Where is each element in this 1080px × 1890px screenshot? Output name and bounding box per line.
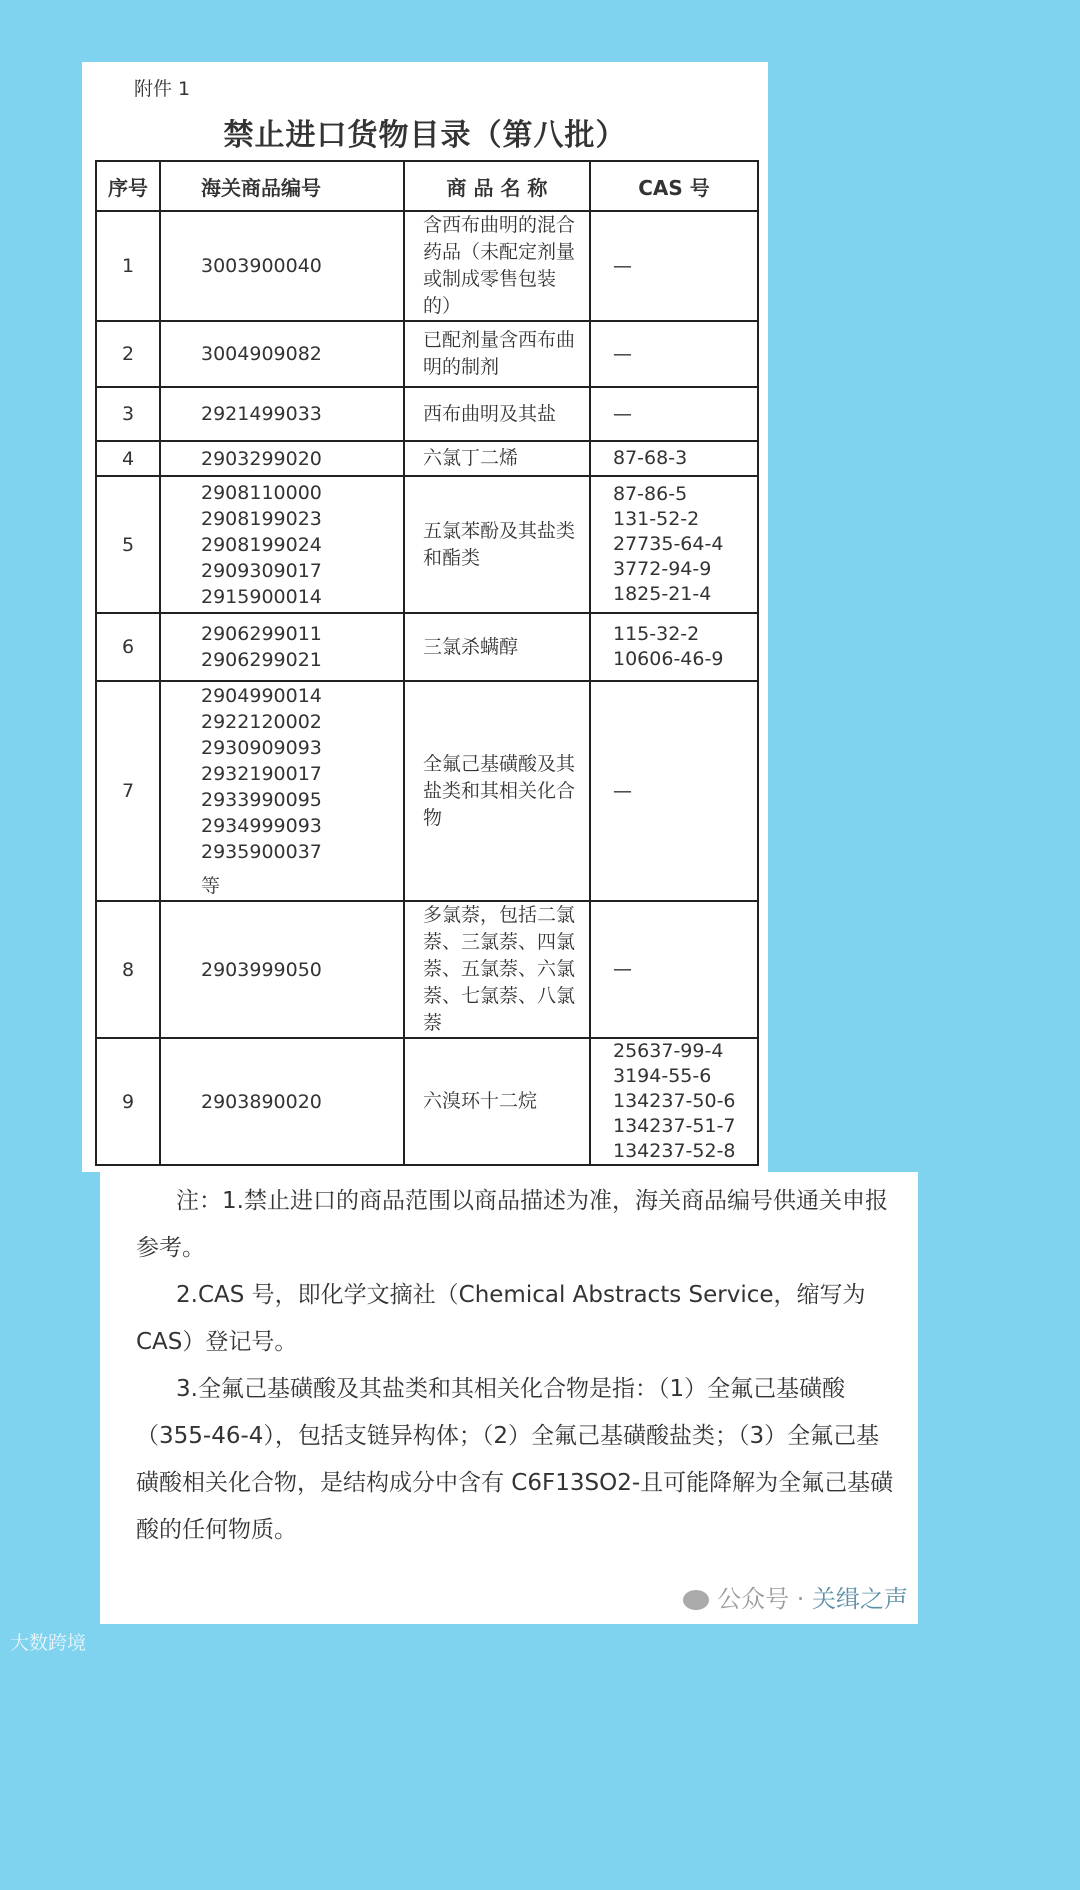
hs-codes	[160, 681, 404, 901]
goods-name	[404, 1038, 590, 1165]
goods-name	[404, 387, 590, 441]
cas-number: 134237-51-7	[613, 1115, 736, 1137]
cas-number: 134237-52-8	[613, 1140, 736, 1162]
hs-code: 3003900040	[201, 255, 322, 277]
hs-code: 2903890020	[201, 1090, 322, 1113]
table-row	[96, 1038, 758, 1165]
hs-codes	[160, 476, 404, 613]
hs-code: 2906299021	[201, 649, 322, 671]
hs-code: 2906299011	[201, 623, 322, 645]
hs-code: 2909309017	[201, 559, 322, 582]
row-number	[96, 211, 160, 321]
cas-number: —	[613, 958, 632, 980]
cas-number: 27735-64-4	[613, 533, 724, 555]
table-row	[96, 476, 758, 613]
hs-code: 3004909082	[201, 343, 322, 365]
table-row	[96, 321, 758, 387]
goods-name-text: 六溴环十二烷	[423, 1090, 538, 1112]
hs-code: 2908199024	[201, 533, 322, 556]
row-number-text: 5	[121, 533, 135, 556]
cas-numbers	[590, 476, 758, 613]
hs-code: 2908199023	[201, 507, 322, 530]
cas-number: 131-52-2	[613, 508, 700, 530]
header-cas: CAS 号	[590, 161, 758, 211]
note-3: 3.全氟己基磺酸及其盐类和其相关化合物是指：（1）全氟己基磺酸（355-46-4），包括支链异构体；（2）全氟己基磺酸盐类；（3）全氟己基磺酸相关化合物，是结构成分中含有 C6F13SO2-且可能降解为全氟己基磺酸的任何物质。	[136, 1376, 894, 1543]
cas-number: —	[613, 254, 632, 277]
table-row	[96, 613, 758, 681]
cas-number: 3194-55-6	[613, 1065, 712, 1087]
cas-numbers	[590, 901, 758, 1038]
hs-code: 2903999050	[201, 958, 322, 981]
header-name: 商 品 名 称	[404, 161, 590, 211]
cas-number: 87-86-5	[613, 483, 688, 505]
hs-code: 2922120002	[201, 711, 322, 733]
hs-code: 2930909093	[201, 737, 322, 759]
cas-number: 134237-50-6	[613, 1090, 736, 1112]
cas-numbers	[590, 1038, 758, 1165]
row-number	[96, 476, 160, 613]
page-title: 禁止进口货物目录（第八批）	[223, 118, 627, 153]
row-number-text: 3	[121, 403, 135, 425]
row-number-text: 4	[121, 447, 135, 470]
goods-name-text: 三氯杀螨醇	[423, 635, 519, 658]
hs-codes	[160, 1038, 404, 1165]
watermark-left: 大数跨境	[10, 1632, 87, 1654]
notes-section	[100, 1172, 918, 1624]
goods-name	[404, 901, 590, 1038]
row-number-text: 8	[121, 958, 135, 981]
table-row	[96, 901, 758, 1038]
document-page	[82, 62, 768, 1172]
hs-code: 2915900014	[201, 585, 322, 608]
cas-numbers	[590, 681, 758, 901]
goods-name-text: 五氯苯酚及其盐类和酯类	[423, 519, 576, 569]
table-row	[96, 387, 758, 441]
table-row	[96, 681, 758, 901]
row-number-text: 2	[121, 343, 135, 365]
goods-name	[404, 441, 590, 476]
cas-number: 25637-99-4	[613, 1040, 724, 1062]
goods-name	[404, 321, 590, 387]
cas-number: 10606-46-9	[613, 648, 724, 670]
row-number	[96, 681, 160, 901]
hs-code: 2935900037	[201, 841, 322, 863]
cas-number: 87-68-3	[613, 447, 688, 469]
row-number	[96, 387, 160, 441]
header-no: 序号	[96, 161, 160, 211]
goods-name	[404, 681, 590, 901]
row-number-text: 7	[121, 780, 135, 802]
attachment-label: 附件 1	[134, 78, 191, 100]
goods-name-text: 全氟己基磺酸及其盐类和其相关化合物	[423, 752, 576, 829]
row-number	[96, 613, 160, 681]
table-row	[96, 441, 758, 476]
cas-numbers	[590, 321, 758, 387]
page-wrapper	[10, 62, 918, 1658]
goods-table	[95, 160, 759, 1166]
cas-number: 1825-21-4	[613, 583, 712, 605]
hs-code: 2903299020	[201, 447, 322, 470]
hs-code: 2932190017	[201, 763, 322, 785]
cas-number: 3772-94-9	[613, 558, 712, 580]
row-number	[96, 441, 160, 476]
hs-code: 2904990014	[201, 685, 322, 707]
hs-code: 2908110000	[201, 481, 322, 504]
goods-name	[404, 211, 590, 321]
goods-name	[404, 476, 590, 613]
header-code: 海关商品编号	[160, 161, 404, 211]
note-2: 2.CAS 号，即化学文摘社（Chemical Abstracts Service，缩写为 CAS）登记号。	[136, 1282, 866, 1355]
hs-codes	[160, 211, 404, 321]
hs-code: 2934999093	[201, 815, 322, 837]
cas-number: —	[613, 402, 632, 425]
note-1: 注：1.禁止进口的商品范围以商品描述为准，海关商品编号供通关申报参考。	[136, 1188, 888, 1261]
goods-name-text: 西布曲明及其盐	[423, 402, 557, 425]
watermark-right: 公众号 · 关缉之声	[683, 1579, 908, 1614]
hs-codes	[160, 387, 404, 441]
cas-numbers	[590, 441, 758, 476]
row-number	[96, 321, 160, 387]
table-row	[96, 211, 758, 321]
goods-name-text: 多氯萘，包括二氯萘、三氯萘、四氯萘、五氯萘、六氯萘、七氯萘、八氯萘	[423, 904, 576, 1034]
cas-number: —	[613, 779, 632, 802]
goods-name	[404, 613, 590, 681]
table-header	[96, 161, 758, 211]
row-number	[96, 901, 160, 1038]
hs-code: 2921499033	[201, 403, 322, 425]
row-number	[96, 1038, 160, 1165]
hs-codes	[160, 321, 404, 387]
row-number-text: 9	[121, 1090, 135, 1113]
hs-codes	[160, 613, 404, 681]
hs-codes	[160, 441, 404, 476]
cas-numbers	[590, 211, 758, 321]
wechat-icon	[683, 1590, 709, 1610]
account-name: 关缉之声	[812, 1585, 908, 1613]
goods-name-text: 六氯丁二烯	[423, 447, 519, 469]
goods-name-text: 含西布曲明的混合药品（未配定剂量或制成零售包装的）	[423, 214, 576, 317]
goods-name-text: 已配剂量含西布曲明的制剂	[423, 329, 576, 378]
hs-code: 等	[201, 875, 221, 897]
cas-number: 115-32-2	[613, 623, 700, 645]
hs-codes	[160, 901, 404, 1038]
row-number-text: 1	[121, 255, 135, 277]
hs-code: 2933990095	[201, 789, 322, 811]
cas-numbers	[590, 387, 758, 441]
cas-numbers	[590, 613, 758, 681]
cas-number: —	[613, 342, 632, 365]
row-number-text: 6	[121, 636, 135, 658]
